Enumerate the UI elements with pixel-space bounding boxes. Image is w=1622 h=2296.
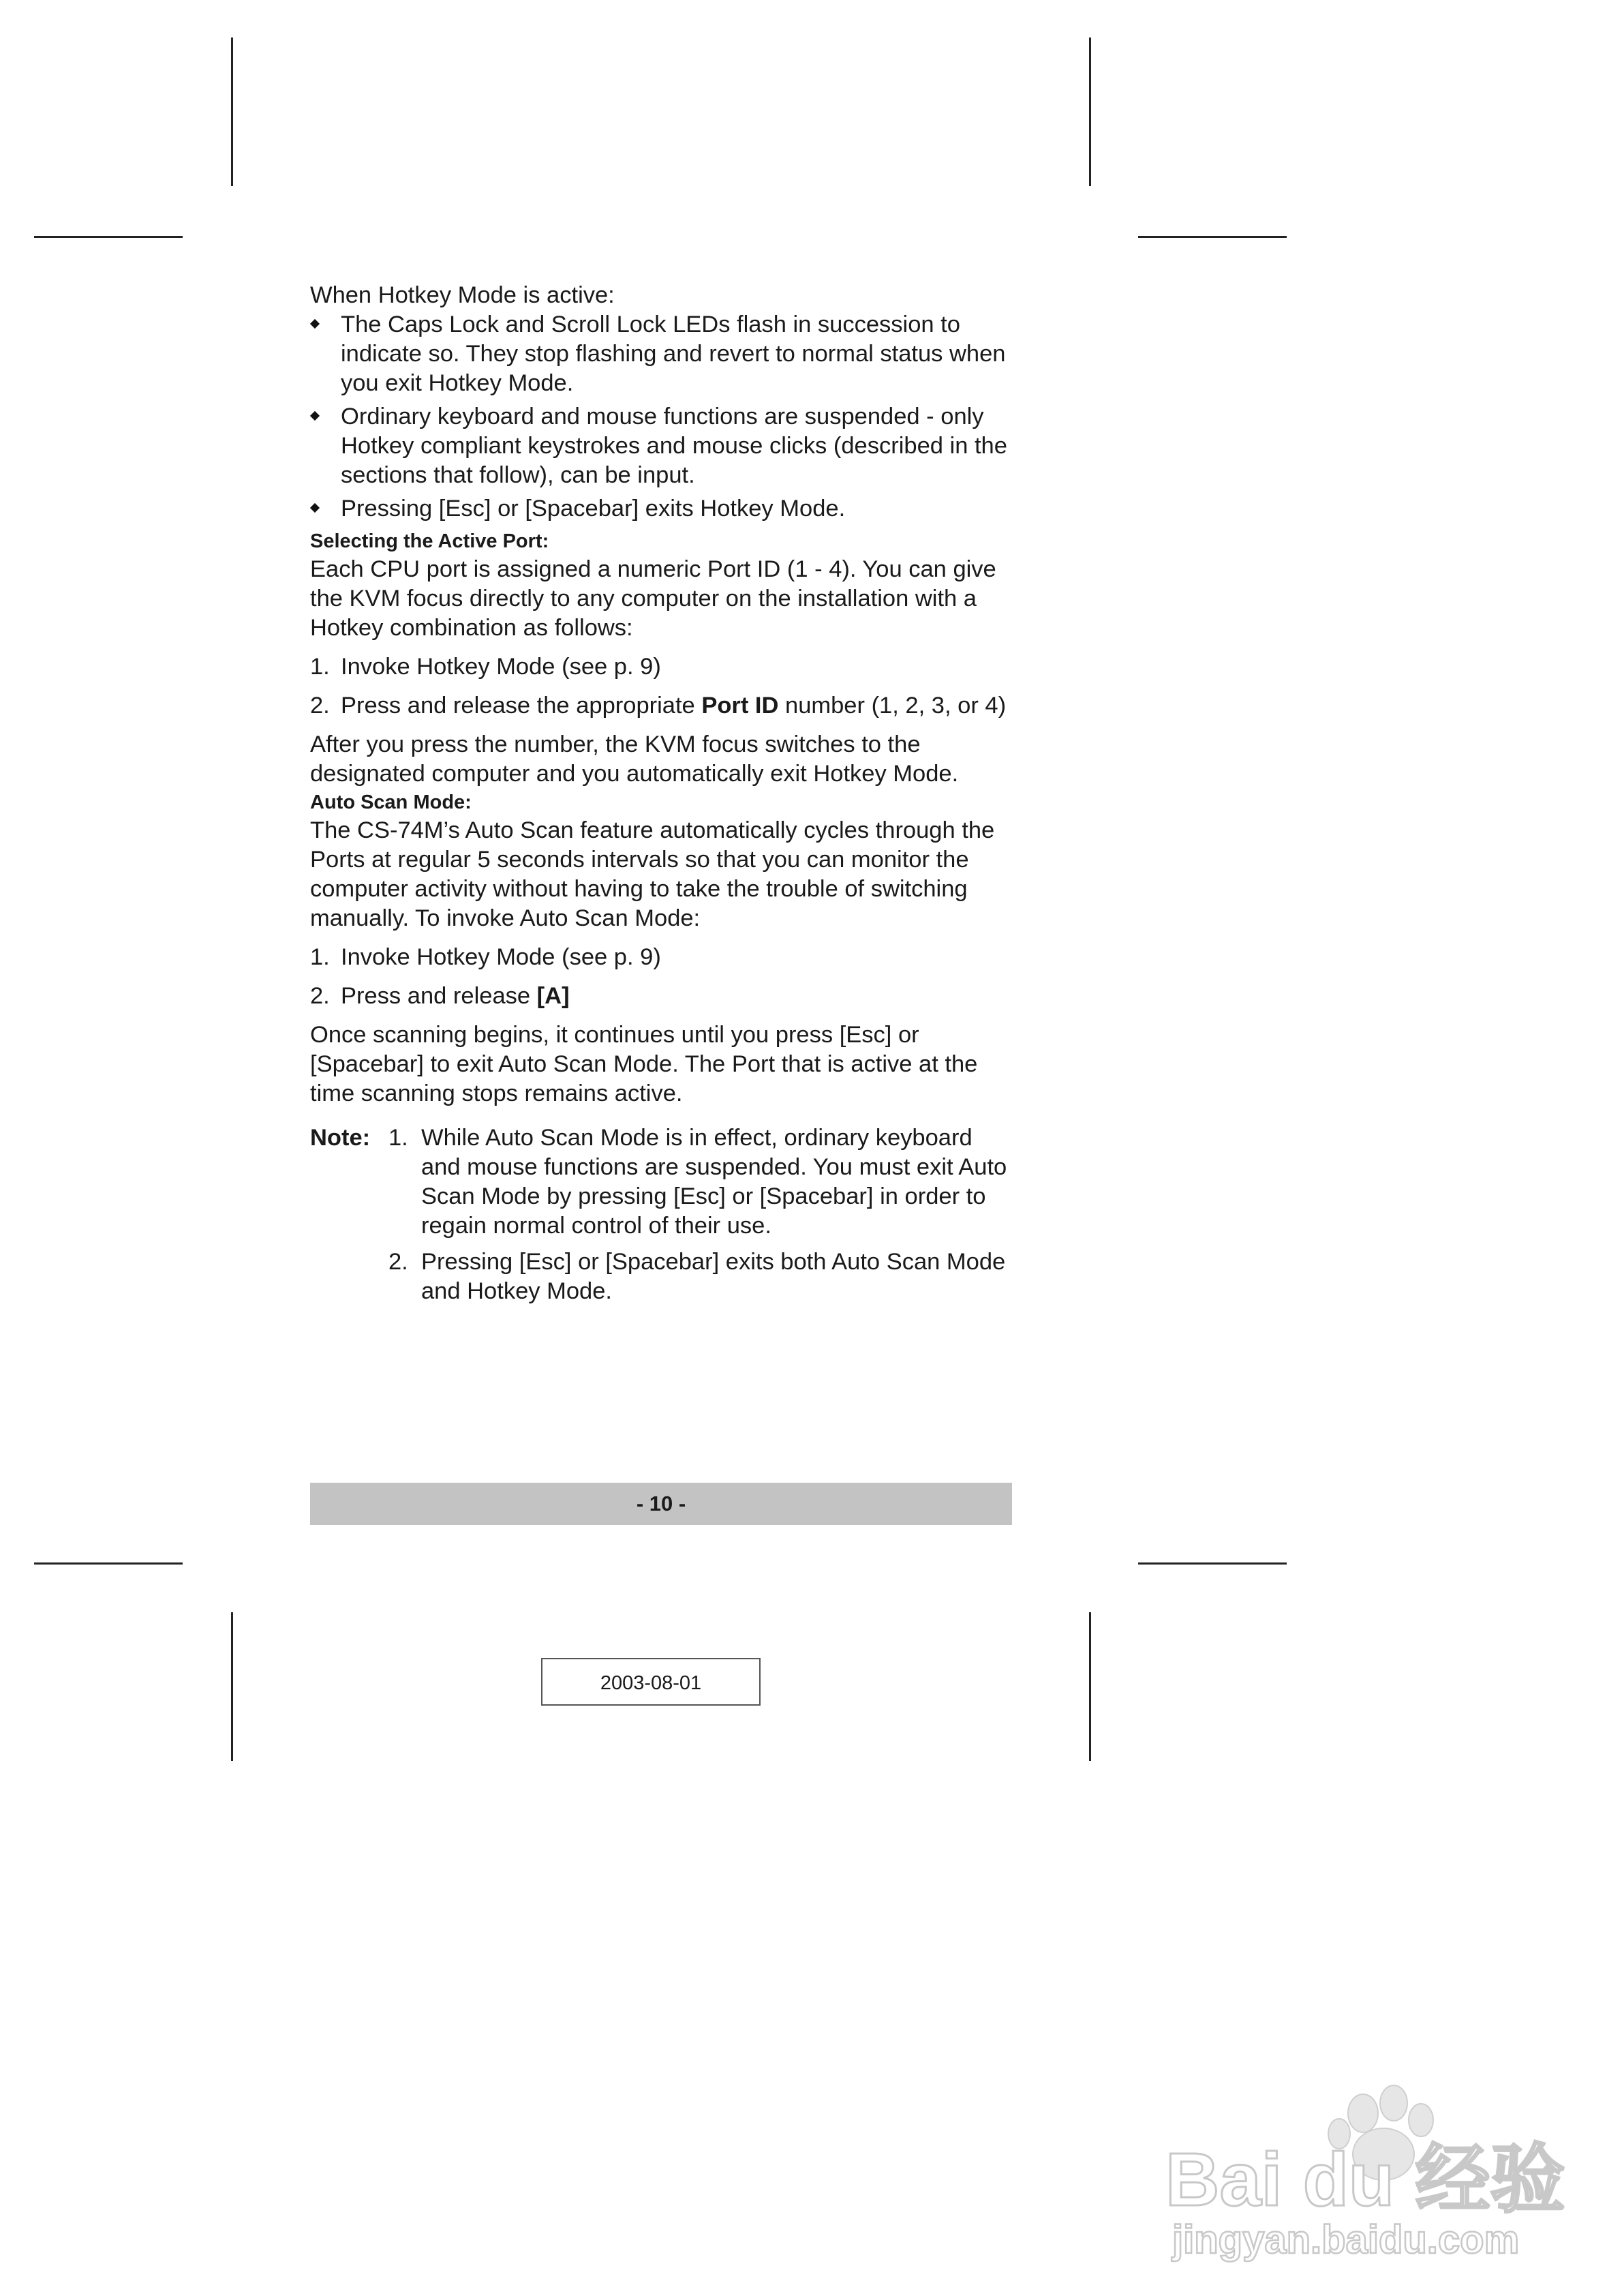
crop-mark-left-lower: [34, 1562, 183, 1565]
bullet-item: The Caps Lock and Scroll Lock LEDs flash in succession to indicate so. They stop flashing and revert to normal status when you exit Hotkey Mode.: [310, 310, 1012, 398]
section-heading-auto-scan: Auto Scan Mode:: [310, 791, 472, 813]
note-label: Note:: [310, 1125, 371, 1151]
section-heading-active-port: Selecting the Active Port:: [310, 530, 549, 552]
note-items-list: [310, 1123, 1012, 1306]
scan-intro-paragraph: The CS-74M’s Auto Scan feature automatically cycles through the Ports at regular 5 seconds intervals so that you can monitor the computer activity without having to take the trouble of switching manually. To invoke Auto Scan Mode:: [310, 817, 995, 931]
step-item: 1. Invoke Hotkey Mode (see p. 9): [310, 944, 661, 970]
step-item: 2. Press and release the appropriate Port ID number (1, 2, 3, or 4): [310, 693, 1007, 719]
step-item: 2. Press and release [A]: [310, 983, 570, 1009]
baidu-watermark-logo: [1159, 2072, 1567, 2263]
page-footer-bar: [310, 1483, 1012, 1525]
note-block: [310, 1123, 1012, 1306]
diamond-bullet-icon: [310, 319, 320, 329]
step-item: 1. Invoke Hotkey Mode (see p. 9): [310, 654, 661, 680]
diamond-bullet-icon: [310, 411, 320, 421]
port-result-paragraph: After you press the number, the KVM focus switches to the designated computer and you automatically exit Hotkey Mode.: [310, 731, 959, 787]
page-number: - 10 -: [636, 1492, 686, 1515]
date-box: [541, 1658, 761, 1706]
diamond-bullet-icon: [310, 503, 320, 513]
port-intro-paragraph: Each CPU port is assigned a numeric Port ID (1 - 4). You can give the KVM focus directly to any computer on the installation with a Hotkey combination as follows:: [310, 556, 996, 641]
crop-mark-bottom-right: [1089, 1612, 1091, 1761]
intro-text: When Hotkey Mode is active:: [310, 282, 615, 308]
note-item: 2. Pressing [Esc] or [Spacebar] exits both Auto Scan Mode and Hotkey Mode.: [388, 1249, 1006, 1304]
crop-mark-right-lower: [1138, 1562, 1287, 1565]
crop-mark-bottom-left: [231, 1612, 233, 1761]
page-content: [310, 281, 1012, 1313]
print-date: 2003-08-01: [600, 1672, 702, 1694]
crop-mark-top-left: [231, 37, 233, 186]
note-item: 1. While Auto Scan Mode is in effect, ordinary keyboard and mouse functions are suspended. You must exit Auto Scan Mode by pressing [Esc] or [Spacebar] in order to regain normal control of their use.: [388, 1125, 1007, 1239]
watermark-logo-text: Bai du 经验: [1165, 2138, 1565, 2222]
crop-mark-right-upper: [1138, 236, 1287, 238]
port-steps-list: [310, 652, 1012, 721]
bullet-item: Pressing [Esc] or [Spacebar] exits Hotkey Mode.: [310, 494, 1012, 524]
watermark-url: jingyan.baidu.com: [1172, 2218, 1520, 2262]
scan-result-paragraph: Once scanning begins, it continues until you press [Esc] or [Spacebar] to exit Auto Scan Mode. The Port that is active at the time scanning stops remains active.: [310, 1022, 978, 1106]
crop-mark-top-right: [1089, 37, 1091, 186]
crop-mark-left-upper: [34, 236, 183, 238]
hotkey-bullet-list: [310, 310, 1012, 524]
scan-steps-list: [310, 943, 1012, 1011]
bullet-item: Ordinary keyboard and mouse functions are suspended - only Hotkey compliant keystrokes and mouse clicks (described in the sections that follow), can be input.: [310, 402, 1012, 490]
